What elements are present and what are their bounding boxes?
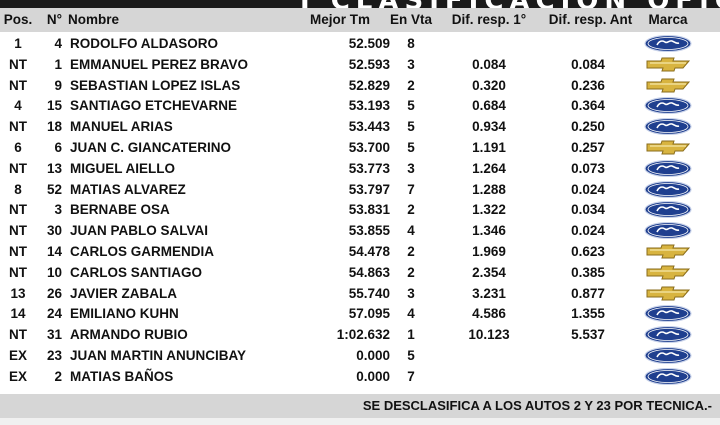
bottom-shadow xyxy=(0,418,720,425)
row-best-time: 53.855 xyxy=(348,223,390,239)
row-diff-first: 3.231 xyxy=(472,285,506,301)
row-driver-name: MATIAS BAÑOS xyxy=(70,368,174,384)
row-lap: 5 xyxy=(407,347,415,363)
ford-logo-icon xyxy=(644,118,692,135)
table-row xyxy=(0,283,720,304)
row-lap: 8 xyxy=(407,36,415,51)
row-best-time: 53.797 xyxy=(348,181,390,197)
row-best-time: 53.443 xyxy=(348,119,390,135)
row-pos: NT xyxy=(9,160,27,176)
row-diff-first: 0.320 xyxy=(472,77,506,93)
row-driver-name: MANUEL ARIAS xyxy=(70,119,173,135)
ford-logo-icon xyxy=(644,181,692,198)
row-best-time: 53.700 xyxy=(348,139,390,155)
header-best-time: Mejor Tm xyxy=(309,12,370,27)
ford-logo-icon xyxy=(644,368,692,385)
row-diff-prev: 1.355 xyxy=(571,306,605,322)
row-driver-name: CARLOS SANTIAGO xyxy=(70,264,203,280)
ford-logo-icon xyxy=(644,201,692,218)
table-row xyxy=(0,33,720,54)
table-row xyxy=(0,303,720,324)
table-row xyxy=(0,220,720,241)
row-number: 23 xyxy=(46,347,62,363)
row-best-time: 57.095 xyxy=(348,306,390,322)
row-driver-name: BERNABE OSA xyxy=(70,202,170,218)
row-diff-first: 4.586 xyxy=(472,306,506,322)
row-best-time: 54.863 xyxy=(348,264,390,280)
row-best-time: 54.478 xyxy=(348,243,390,259)
row-lap: 2 xyxy=(407,264,415,280)
row-number: 4 xyxy=(54,36,62,51)
row-number: 13 xyxy=(46,160,62,176)
table-row xyxy=(0,95,720,116)
row-best-time: 0.000 xyxy=(356,347,390,363)
row-diff-first: 0.934 xyxy=(472,119,506,135)
row-driver-name: JUAN C. GIANCATERINO xyxy=(70,139,232,155)
row-diff-first: 10.123 xyxy=(468,327,510,343)
table-row xyxy=(0,116,720,137)
header-lap: En Vta xyxy=(389,12,432,27)
row-diff-first: 0.684 xyxy=(472,98,506,114)
row-diff-prev: 0.877 xyxy=(571,285,605,301)
row-lap: 5 xyxy=(407,139,415,155)
row-number: 2 xyxy=(54,368,62,384)
row-lap: 1 xyxy=(407,327,415,343)
ford-logo-icon xyxy=(644,305,692,322)
row-pos: 6 xyxy=(14,139,22,155)
row-driver-name: MIGUEL AIELLO xyxy=(70,160,176,176)
header-pos: Pos. xyxy=(3,12,33,27)
table-row xyxy=(0,324,720,345)
table-row xyxy=(0,262,720,283)
header-diff-first: Dif. resp. 1° xyxy=(451,12,527,27)
row-pos: NT xyxy=(9,119,27,135)
row-driver-name: EMMANUEL PEREZ BRAVO xyxy=(70,56,249,72)
row-driver-name: EMILIANO KUHN xyxy=(70,306,179,322)
row-number: 24 xyxy=(46,306,62,322)
row-number: 52 xyxy=(46,181,62,197)
row-number: 6 xyxy=(54,139,62,155)
row-best-time: 53.773 xyxy=(348,160,390,176)
row-lap: 3 xyxy=(407,56,415,72)
table-row xyxy=(0,158,720,179)
ford-logo-icon xyxy=(644,222,692,239)
ford-logo-icon xyxy=(644,326,692,343)
row-diff-prev: 5.537 xyxy=(571,327,605,343)
row-lap: 7 xyxy=(407,368,415,384)
table-row xyxy=(0,179,720,200)
row-best-time: 52.509 xyxy=(348,36,390,51)
table-row xyxy=(0,137,720,158)
row-diff-prev: 0.024 xyxy=(571,223,605,239)
ford-logo-icon xyxy=(644,160,692,177)
row-pos: EX xyxy=(8,368,27,384)
table-row xyxy=(0,75,720,96)
row-best-time: 0.000 xyxy=(356,368,390,384)
row-diff-prev: 0.250 xyxy=(571,119,605,135)
row-pos: 14 xyxy=(10,306,26,322)
title-banner xyxy=(0,0,720,8)
row-number: 3 xyxy=(54,202,62,218)
row-pos: NT xyxy=(9,223,27,239)
results-table xyxy=(0,33,720,387)
row-pos: NT xyxy=(9,202,27,218)
row-pos: 13 xyxy=(10,285,26,301)
row-diff-prev: 0.385 xyxy=(571,264,605,280)
row-diff-first: 0.084 xyxy=(472,56,506,72)
row-lap: 4 xyxy=(407,306,415,322)
chevrolet-bowtie-icon xyxy=(644,77,692,94)
row-driver-name: MATIAS ALVAREZ xyxy=(70,181,186,197)
row-number: 15 xyxy=(46,98,62,114)
table-row xyxy=(0,241,720,262)
table-row xyxy=(0,199,720,220)
row-diff-prev: 0.236 xyxy=(571,77,605,93)
header-name: Nombre xyxy=(68,12,120,27)
row-diff-first: 1.191 xyxy=(472,139,506,155)
row-pos: EX xyxy=(8,347,27,363)
row-diff-prev: 0.024 xyxy=(571,181,605,197)
table-header xyxy=(0,8,720,32)
row-diff-prev: 0.073 xyxy=(571,160,605,176)
row-diff-prev: 0.084 xyxy=(571,56,605,72)
row-pos: 8 xyxy=(14,181,22,197)
row-diff-first: 2.354 xyxy=(472,264,506,280)
footer-note: SE DESCLASIFICA A LOS AUTOS 2 Y 23 POR TECNICA.- xyxy=(362,398,712,413)
row-lap: 3 xyxy=(407,285,415,301)
row-pos: NT xyxy=(9,327,27,343)
row-pos: 1 xyxy=(14,36,22,51)
row-pos: NT xyxy=(9,264,27,280)
row-lap: 3 xyxy=(407,160,415,176)
row-number: 14 xyxy=(46,243,62,259)
row-lap: 7 xyxy=(407,181,415,197)
ford-logo-icon xyxy=(644,97,692,114)
row-diff-first: 1.264 xyxy=(472,160,506,176)
row-best-time: 52.829 xyxy=(348,77,390,93)
row-number: 9 xyxy=(54,77,62,93)
row-driver-name: JUAN MARTIN ANUNCIBAY xyxy=(70,347,247,363)
chevrolet-bowtie-icon xyxy=(644,285,692,302)
row-diff-first: 1.969 xyxy=(472,243,506,259)
ford-logo-icon xyxy=(644,347,692,364)
table-row xyxy=(0,345,720,366)
row-lap: 5 xyxy=(407,119,415,135)
row-number: 1 xyxy=(54,56,62,72)
header-brand: Marca xyxy=(648,12,688,27)
table-row xyxy=(0,366,720,387)
row-pos: NT xyxy=(9,243,27,259)
table-row xyxy=(0,54,720,75)
header-diff-prev: Dif. resp. Ant xyxy=(548,12,633,27)
row-number: 10 xyxy=(46,264,62,280)
row-diff-first: 1.288 xyxy=(472,181,506,197)
row-diff-prev: 0.257 xyxy=(571,139,605,155)
row-pos: NT xyxy=(9,56,27,72)
chevrolet-bowtie-icon xyxy=(644,139,692,156)
row-driver-name: JUAN PABLO SALVAI xyxy=(70,223,209,239)
row-best-time: 52.593 xyxy=(348,56,390,72)
row-diff-prev: 0.034 xyxy=(571,202,605,218)
row-number: 26 xyxy=(46,285,62,301)
row-best-time: 53.831 xyxy=(348,202,390,218)
header-num: N° xyxy=(46,12,62,27)
row-diff-prev: 0.364 xyxy=(571,98,605,114)
chevrolet-bowtie-icon xyxy=(644,264,692,281)
row-best-time: 1:02.632 xyxy=(336,327,390,343)
row-lap: 2 xyxy=(407,243,415,259)
row-pos: 4 xyxy=(14,98,22,114)
footer-bar xyxy=(0,394,720,418)
row-driver-name: JAVIER ZABALA xyxy=(70,285,178,301)
row-best-time: 53.193 xyxy=(348,98,390,114)
row-driver-name: SANTIAGO ETCHEVARNE xyxy=(70,98,238,114)
row-lap: 2 xyxy=(407,77,415,93)
chevrolet-bowtie-icon xyxy=(644,56,692,73)
row-lap: 2 xyxy=(407,202,415,218)
row-number: 30 xyxy=(46,223,62,239)
row-diff-first: 1.346 xyxy=(472,223,506,239)
row-diff-first: 1.322 xyxy=(472,202,506,218)
row-number: 18 xyxy=(46,119,62,135)
ford-logo-icon xyxy=(644,35,692,52)
row-lap: 4 xyxy=(407,223,415,239)
row-pos: NT xyxy=(9,77,27,93)
row-diff-prev: 0.623 xyxy=(571,243,605,259)
row-number: 31 xyxy=(46,327,62,343)
row-driver-name: CARLOS GARMENDIA xyxy=(70,243,214,259)
row-driver-name: ARMANDO RUBIO xyxy=(70,327,188,343)
row-lap: 5 xyxy=(407,98,415,114)
chevrolet-bowtie-icon xyxy=(644,243,692,260)
row-best-time: 55.740 xyxy=(348,285,390,301)
row-driver-name: RODOLFO ALDASORO xyxy=(70,36,218,51)
row-driver-name: SEBASTIAN LOPEZ ISLAS xyxy=(70,77,241,93)
